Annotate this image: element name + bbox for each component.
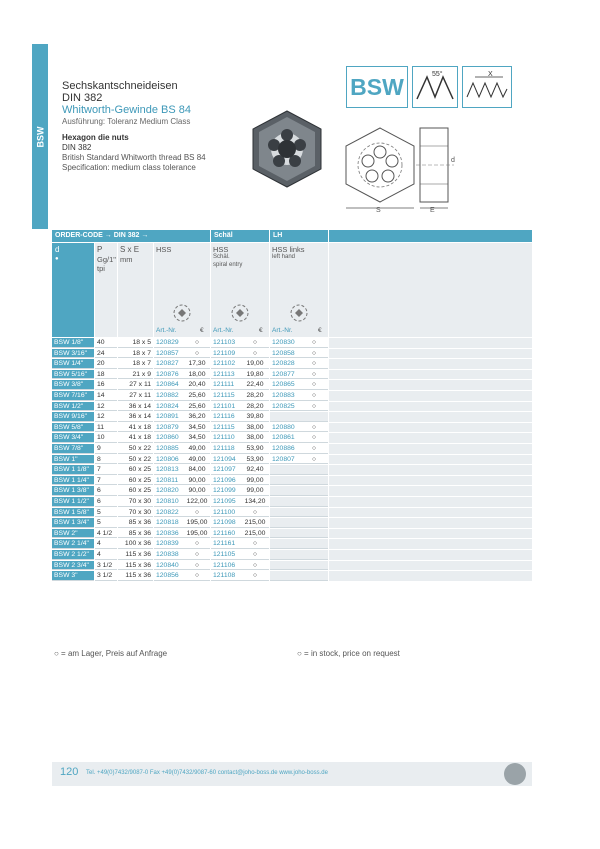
cell-p: 5 (95, 518, 117, 528)
cell-p3: ○ (300, 433, 328, 443)
cell-sxe: 41 x 18 (118, 423, 153, 433)
svg-text:X: X (488, 71, 493, 78)
col-lh-header: HSS links left hand Art.-Nr. € (270, 243, 328, 337)
cell-sxe: 115 x 36 (118, 571, 153, 581)
thread-badge (346, 66, 512, 108)
cell-d: BSW 1/8" (52, 338, 94, 348)
cell-a1: 120876 (154, 370, 184, 380)
cell-p2: 28,20 (241, 391, 269, 401)
cell-p1: ○ (184, 349, 210, 359)
cell-p3: ○ (300, 380, 328, 390)
cell-p1: 195,00 (184, 529, 210, 539)
cell-sxe: 18 x 7 (118, 349, 153, 359)
badge-label: BSW (346, 66, 408, 108)
cell-sxe: 100 x 36 (118, 539, 153, 549)
table-row (52, 455, 532, 465)
cell-a3 (270, 486, 300, 496)
cell-sxe: 85 x 36 (118, 529, 153, 539)
table-row (52, 561, 532, 571)
cell-a3 (270, 508, 300, 518)
cell-p3 (300, 465, 328, 475)
cell-sxe: 60 x 25 (118, 486, 153, 496)
cell-p2: 53,90 (241, 444, 269, 454)
cell-a2: 121102 (211, 359, 241, 369)
cell-d: BSW 1 5/8" (52, 508, 94, 518)
cell-p2: 99,00 (241, 476, 269, 486)
cell-p3 (300, 561, 328, 571)
cell-sxe: 18 x 7 (118, 359, 153, 369)
cell-a2: 121113 (211, 370, 241, 380)
cell-p1: ○ (184, 571, 210, 581)
cell-a1: 120840 (154, 561, 184, 571)
cell-d: BSW 1 1/2" (52, 497, 94, 507)
cell-d: BSW 1 1/4" (52, 476, 94, 486)
cell-p3 (300, 476, 328, 486)
cell-p2: 53,90 (241, 455, 269, 465)
cell-p1: 49,00 (184, 455, 210, 465)
col-sxe-header: S x E mm (118, 243, 153, 337)
table-row (52, 465, 532, 475)
cell-sxe: 60 x 25 (118, 465, 153, 475)
cell-p1: 18,00 (184, 370, 210, 380)
cell-p1: 49,00 (184, 444, 210, 454)
cell-p3 (300, 518, 328, 528)
cell-p3: ○ (300, 370, 328, 380)
cell-a1: 120864 (154, 380, 184, 390)
cell-p1: 25,60 (184, 402, 210, 412)
group-schael-label: Schäl (211, 230, 269, 242)
cell-sxe: 60 x 25 (118, 476, 153, 486)
cell-a2: 121095 (211, 497, 241, 507)
cell-d: BSW 3/8" (52, 380, 94, 390)
cell-p: 7 (95, 465, 117, 475)
cell-p1: 122,00 (184, 497, 210, 507)
cell-p3 (300, 550, 328, 560)
cell-p2: 92,40 (241, 465, 269, 475)
cell-p1: 36,20 (184, 412, 210, 422)
cell-p1: ○ (184, 561, 210, 571)
cell-d: BSW 2" (52, 529, 94, 539)
table-row (52, 359, 532, 369)
cell-p: 16 (95, 380, 117, 390)
thread-angle-icon (412, 66, 458, 108)
side-tab-label: BSW (35, 126, 45, 147)
cell-a3: 120883 (270, 391, 300, 401)
cell-p2: 215,00 (241, 518, 269, 528)
cell-p: 4 (95, 550, 117, 560)
cell-p3 (300, 529, 328, 539)
cell-a2: 121109 (211, 349, 241, 359)
dim-s: S (376, 207, 381, 214)
cell-p: 14 (95, 391, 117, 401)
cell-p3: ○ (300, 338, 328, 348)
group-lh-label: LH (270, 230, 328, 242)
en-norm: DIN 382 (62, 143, 92, 152)
cell-d: BSW 7/16" (52, 391, 94, 401)
footnote-de: ○ = am Lager, Preis auf Anfrage (54, 649, 168, 658)
company-logo-icon (504, 763, 526, 785)
cell-d: BSW 1/2" (52, 402, 94, 412)
cell-d: BSW 7/8" (52, 444, 94, 454)
cell-p1: ○ (184, 508, 210, 518)
cell-p: 40 (95, 338, 117, 348)
cell-a3 (270, 529, 300, 539)
cell-p: 12 (95, 402, 117, 412)
table-row (52, 529, 532, 539)
cell-a1: 120879 (154, 423, 184, 433)
cell-d: BSW 3/4" (52, 433, 94, 443)
cell-p2: 19,80 (241, 370, 269, 380)
cell-p2: ○ (241, 550, 269, 560)
table-row (52, 550, 532, 560)
cell-p3: ○ (300, 402, 328, 412)
table-row (52, 539, 532, 549)
table-row (52, 412, 532, 422)
cell-a3 (270, 550, 300, 560)
cell-p2: ○ (241, 508, 269, 518)
cell-p: 3 1/2 (95, 571, 117, 581)
thread-profile-icon (462, 66, 512, 108)
cell-sxe: 41 x 18 (118, 433, 153, 443)
table-row (52, 338, 532, 348)
cell-p: 4 (95, 539, 117, 549)
cell-sxe: 115 x 36 (118, 550, 153, 560)
cell-sxe: 36 x 14 (118, 412, 153, 422)
cell-p1: 84,00 (184, 465, 210, 475)
cell-d: BSW 2 1/4" (52, 539, 94, 549)
cell-p: 10 (95, 433, 117, 443)
cell-p: 12 (95, 412, 117, 422)
cell-p3 (300, 539, 328, 549)
cell-a2: 121115 (211, 423, 241, 433)
cell-a2: 121118 (211, 444, 241, 454)
cell-p2: 28,20 (241, 402, 269, 412)
col-schael-header: HSS Schäl. spiral entry Art.-Nr. € (211, 243, 269, 337)
cell-a2: 121115 (211, 391, 241, 401)
cell-a1: 120882 (154, 391, 184, 401)
cell-a3 (270, 476, 300, 486)
page-number: 120 (60, 766, 79, 778)
cell-d: BSW 1 1/8" (52, 465, 94, 475)
spiral-entry-icon (230, 303, 250, 323)
cell-a1: 120829 (154, 338, 184, 348)
cell-p3: ○ (300, 455, 328, 465)
technical-drawing (342, 124, 522, 214)
col-p-header: P Gg/1" tpi (95, 243, 117, 337)
table-row (52, 433, 532, 443)
hex-nut-photo (247, 109, 327, 189)
cell-p: 11 (95, 423, 117, 433)
table-header-band (52, 230, 532, 242)
cell-a2: 121097 (211, 465, 241, 475)
cell-p2: 99,00 (241, 486, 269, 496)
cell-d: BSW 5/8" (52, 423, 94, 433)
cell-a1: 120857 (154, 349, 184, 359)
cell-a3: 120825 (270, 402, 300, 412)
cell-p1: 34,50 (184, 423, 210, 433)
cell-p1: 25,60 (184, 391, 210, 401)
cell-a1: 120811 (154, 476, 184, 486)
cell-sxe: 115 x 36 (118, 561, 153, 571)
cell-d: BSW 9/16" (52, 412, 94, 422)
cell-p: 5 (95, 508, 117, 518)
badge-angle: 55° (432, 71, 443, 78)
cell-a2: 121099 (211, 486, 241, 496)
cell-a2: 121108 (211, 571, 241, 581)
side-tab (32, 44, 48, 229)
en-spec: Specification: medium class tolerance (62, 162, 196, 172)
de-thread: Whitworth-Gewinde BS 84 (62, 104, 191, 116)
cell-p2: 19,00 (241, 359, 269, 369)
cell-p2: 22,40 (241, 380, 269, 390)
cell-a1: 120885 (154, 444, 184, 454)
cell-p2: 39,80 (241, 412, 269, 422)
table-row (52, 444, 532, 454)
cell-sxe: 21 x 9 (118, 370, 153, 380)
table-row (52, 508, 532, 518)
cell-a3 (270, 465, 300, 475)
cell-sxe: 50 x 22 (118, 444, 153, 454)
table-row (52, 423, 532, 433)
cell-p: 24 (95, 349, 117, 359)
cell-p2: ○ (241, 561, 269, 571)
col-d-header: d ● (52, 243, 94, 337)
en-title: Hexagon die nuts (62, 133, 129, 142)
de-title: Sechskantschneideisen (62, 80, 178, 92)
cell-p: 6 (95, 497, 117, 507)
cell-sxe: 36 x 14 (118, 402, 153, 412)
cell-a3 (270, 539, 300, 549)
cell-a2: 121103 (211, 338, 241, 348)
cell-p: 6 (95, 486, 117, 496)
cell-p2: 38,00 (241, 423, 269, 433)
cell-p2: 215,00 (241, 529, 269, 539)
cell-a3 (270, 497, 300, 507)
cell-p3 (300, 412, 328, 422)
table-row (52, 497, 532, 507)
cell-a3: 120877 (270, 370, 300, 380)
rotation-left-icon (289, 303, 309, 323)
order-code-label: ORDER-CODE → DIN 382 → (52, 230, 210, 242)
cell-a3 (270, 571, 300, 581)
cell-a1: 120813 (154, 465, 184, 475)
cell-p3 (300, 508, 328, 518)
cell-a2: 121100 (211, 508, 241, 518)
table-row (52, 380, 532, 390)
footer-contact: Tel. +49(0)7432/9087-0 Fax +49(0)7432/9087-60 contact@joho-boss.de www.joho-boss.de (86, 770, 328, 776)
cell-p: 20 (95, 359, 117, 369)
cell-a1: 120810 (154, 497, 184, 507)
cell-sxe: 50 x 22 (118, 455, 153, 465)
dim-d: d (451, 157, 455, 164)
cell-p3: ○ (300, 349, 328, 359)
footnote-en: ○ = in stock, price on request (297, 649, 400, 658)
cell-a3: 120828 (270, 359, 300, 369)
cell-p2: ○ (241, 571, 269, 581)
cell-a1: 120856 (154, 571, 184, 581)
cell-a2: 121161 (211, 539, 241, 549)
cell-d: BSW 2 3/4" (52, 561, 94, 571)
cell-a2: 121105 (211, 550, 241, 560)
table-row (52, 518, 532, 528)
cell-d: BSW 3" (52, 571, 94, 581)
cell-p: 9 (95, 444, 117, 454)
cell-a1: 120820 (154, 486, 184, 496)
cell-d: BSW 1 3/4" (52, 518, 94, 528)
cell-d: BSW 5/16" (52, 370, 94, 380)
cell-p: 4 1/2 (95, 529, 117, 539)
cell-a1: 120836 (154, 529, 184, 539)
cell-p1: ○ (184, 338, 210, 348)
cell-p2: ○ (241, 338, 269, 348)
cell-p1: 20,40 (184, 380, 210, 390)
cell-a2: 121101 (211, 402, 241, 412)
cell-p: 3 1/2 (95, 561, 117, 571)
table-row (52, 349, 532, 359)
cell-p2: 38,00 (241, 433, 269, 443)
cell-p1: 90,00 (184, 476, 210, 486)
cell-p1: 90,00 (184, 486, 210, 496)
cell-p1: ○ (184, 550, 210, 560)
cell-a3: 120865 (270, 380, 300, 390)
cell-a1: 120822 (154, 508, 184, 518)
cell-p3: ○ (300, 444, 328, 454)
en-thread: British Standard Whitworth thread BS 84 (62, 153, 206, 162)
cell-a1: 120824 (154, 402, 184, 412)
cell-a2: 121116 (211, 412, 241, 422)
cell-a3: 120858 (270, 349, 300, 359)
cell-p1: 195,00 (184, 518, 210, 528)
cell-a2: 121094 (211, 455, 241, 465)
dim-e: E (430, 207, 435, 214)
cell-p: 18 (95, 370, 117, 380)
table-row (52, 370, 532, 380)
cell-sxe: 27 x 11 (118, 391, 153, 401)
cell-a1: 120818 (154, 518, 184, 528)
cell-a3: 120861 (270, 433, 300, 443)
cell-p3: ○ (300, 391, 328, 401)
cell-d: BSW 3/16" (52, 349, 94, 359)
page-footer (52, 762, 532, 786)
rotation-right-icon (172, 303, 192, 323)
cell-a1: 120860 (154, 433, 184, 443)
cell-p1: 17,30 (184, 359, 210, 369)
cell-a3 (270, 412, 300, 422)
cell-p1: 34,50 (184, 433, 210, 443)
cell-p2: 134,20 (241, 497, 269, 507)
cell-p3 (300, 571, 328, 581)
cell-a2: 121110 (211, 433, 241, 443)
table-row (52, 476, 532, 486)
cell-a2: 121098 (211, 518, 241, 528)
cell-p2: ○ (241, 539, 269, 549)
cell-p3 (300, 486, 328, 496)
table-row (52, 402, 532, 412)
cell-a3: 120886 (270, 444, 300, 454)
cell-d: BSW 2 1/2" (52, 550, 94, 560)
cell-sxe: 70 x 30 (118, 508, 153, 518)
cell-a1: 120838 (154, 550, 184, 560)
cell-p3 (300, 497, 328, 507)
table-row (52, 486, 532, 496)
cell-a3: 120830 (270, 338, 300, 348)
col-hss-header: HSS Art.-Nr. € (154, 243, 210, 337)
cell-a1: 120806 (154, 455, 184, 465)
cell-d: BSW 1" (52, 455, 94, 465)
cell-a1: 120891 (154, 412, 184, 422)
cell-sxe: 27 x 11 (118, 380, 153, 390)
cell-a3 (270, 561, 300, 571)
cell-p3: ○ (300, 359, 328, 369)
cell-p1: ○ (184, 539, 210, 549)
cell-sxe: 85 x 36 (118, 518, 153, 528)
cell-d: BSW 1 3/8" (52, 486, 94, 496)
cell-a2: 121111 (211, 380, 241, 390)
cell-a1: 120827 (154, 359, 184, 369)
table-row (52, 571, 532, 581)
cell-a3 (270, 518, 300, 528)
cell-sxe: 70 x 30 (118, 497, 153, 507)
cell-p2: ○ (241, 349, 269, 359)
cell-a3: 120807 (270, 455, 300, 465)
cell-a3: 120880 (270, 423, 300, 433)
cell-sxe: 18 x 5 (118, 338, 153, 348)
cell-p: 7 (95, 476, 117, 486)
cell-a1: 120839 (154, 539, 184, 549)
cell-a2: 121106 (211, 561, 241, 571)
cell-p: 8 (95, 455, 117, 465)
table-row (52, 391, 532, 401)
cell-d: BSW 1/4" (52, 359, 94, 369)
cell-p3: ○ (300, 423, 328, 433)
de-spec: Ausführung: Toleranz Medium Class (62, 117, 191, 126)
de-norm: DIN 382 (62, 92, 103, 104)
cell-a2: 121160 (211, 529, 241, 539)
cell-a2: 121096 (211, 476, 241, 486)
